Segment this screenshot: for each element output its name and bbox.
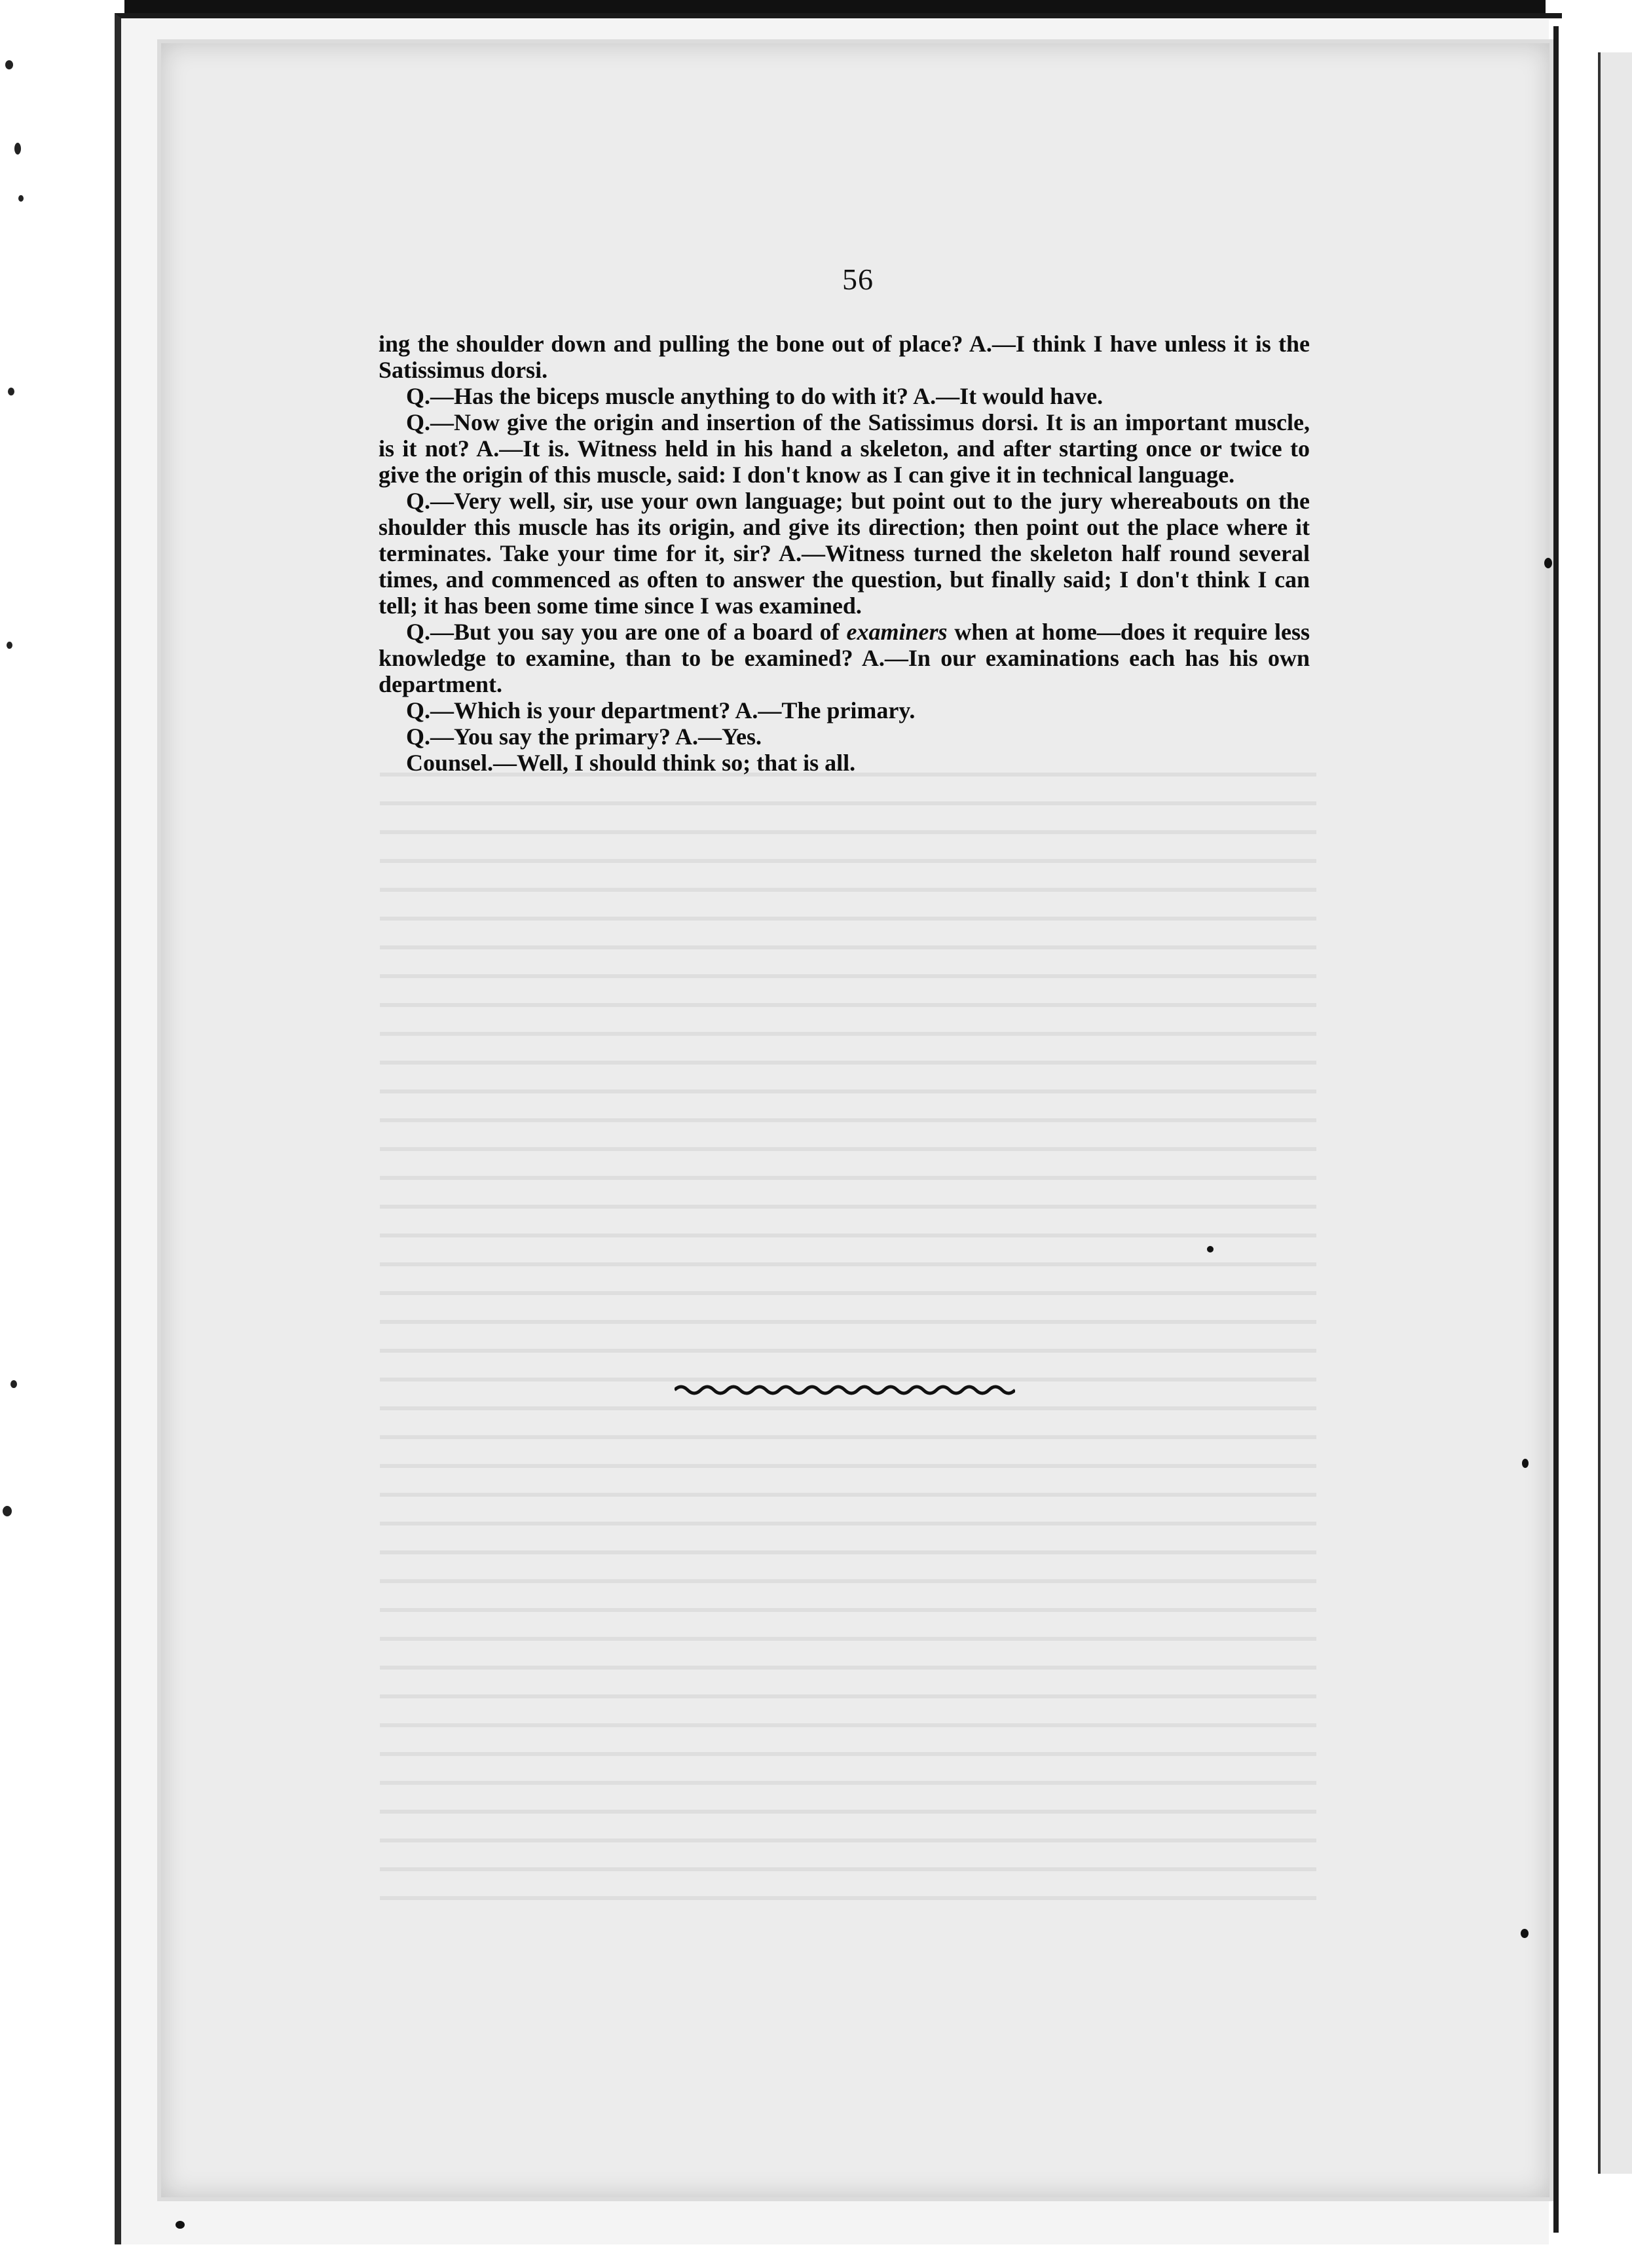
text-run: Q.—Now give the origin and insertion of the Satissimus dorsi. It is an important muscle, is it not? A.—It is. Witness held in his hand a skeleton, and after starting once or twice to give the origin of this muscle, said: I don't know as I can give it in technical language. (379, 409, 1310, 488)
paragraph (379, 619, 1310, 697)
adjacent-page-edge (1598, 52, 1632, 2174)
text-run: Q.—You say the primary? A.—Yes. (406, 723, 762, 750)
paragraph (379, 331, 1310, 383)
text-run: Q.—But you say you are one of a board of (406, 619, 847, 645)
text-run: when at home—does it require less knowledge to examine, than to be examined? A.—In our examinations each has his own department. (379, 619, 1310, 697)
text-run: Q.—Very well, sir, use your own language; but point out to the jury whereabouts on the shoulder this muscle has its origin, and give its direction; then point out the place where it terminates. Take your time for it, sir? A.—Witness turned the skeleton half round several times, and commenced as often to answer the question, but finally said; I don't think I can tell; it has been some time since I was examined. (379, 488, 1310, 619)
ink-speck (1544, 558, 1552, 568)
left-margin-specks (0, 0, 98, 2268)
paragraph (379, 750, 1310, 776)
text-run: Q.—Which is your department? A.—The primary. (406, 697, 916, 723)
paragraph (379, 723, 1310, 750)
text-run: ing the shoulder down and pulling the bone out of place? A.—I think I have unless it is the Satissimus dorsi. (379, 331, 1310, 383)
ink-speck (176, 2221, 185, 2229)
text-run: Counsel.—Well, I should think so; that is all. (406, 750, 856, 776)
ink-speck (1207, 1246, 1214, 1253)
ink-speck (1522, 1459, 1529, 1468)
bleed-through-text (380, 773, 1316, 1951)
wavy-divider (675, 1380, 1015, 1400)
page-body-text (379, 331, 1310, 776)
ink-speck (1521, 1929, 1529, 1938)
page-number: 56 (842, 263, 874, 296)
paragraph (379, 409, 1310, 488)
paragraph (379, 697, 1310, 723)
paragraph (379, 488, 1310, 619)
page-gutter-line (1553, 26, 1559, 2233)
text-run: Q.—Has the biceps muscle anything to do with it? A.—It would have. (406, 383, 1103, 409)
italic-text: examiners (846, 619, 948, 645)
paragraph (379, 383, 1310, 409)
